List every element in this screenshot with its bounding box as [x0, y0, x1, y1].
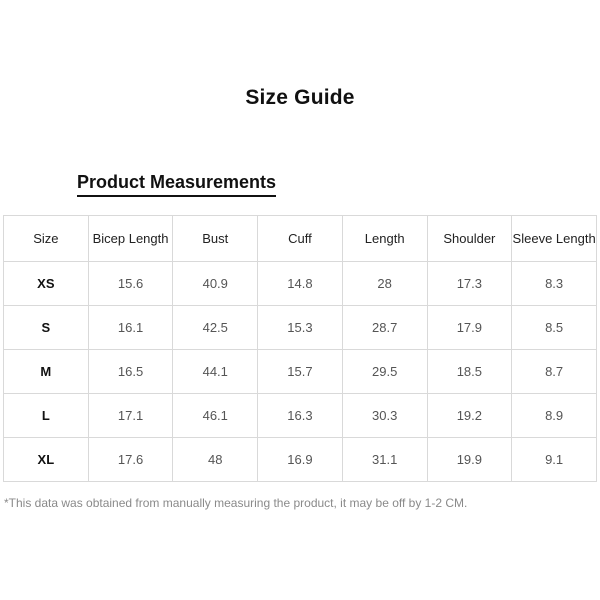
table-cell: 14.8 [258, 262, 343, 306]
table-row [4, 394, 597, 438]
table-cell: 17.1 [88, 394, 173, 438]
table-cell: 16.3 [258, 394, 343, 438]
table-row [4, 306, 597, 350]
column-header: Bicep Length [88, 216, 173, 262]
table-cell: 17.3 [427, 262, 512, 306]
footnote: *This data was obtained from manually measuring the product, it may be off by 1-2 CM. [4, 496, 468, 510]
size-cell: M [4, 350, 89, 394]
table-cell: 8.5 [512, 306, 597, 350]
size-table [3, 215, 597, 482]
table-cell: 9.1 [512, 438, 597, 482]
table-cell: 29.5 [342, 350, 427, 394]
table-cell: 8.9 [512, 394, 597, 438]
table-cell: 17.6 [88, 438, 173, 482]
column-header: Cuff [258, 216, 343, 262]
table-row [4, 262, 597, 306]
table-cell: 15.7 [258, 350, 343, 394]
table-row [4, 350, 597, 394]
column-header: Sleeve Length [512, 216, 597, 262]
size-cell: XS [4, 262, 89, 306]
table-cell: 42.5 [173, 306, 258, 350]
table-cell: 8.3 [512, 262, 597, 306]
table-cell: 28 [342, 262, 427, 306]
table-cell: 28.7 [342, 306, 427, 350]
table-cell: 19.2 [427, 394, 512, 438]
table-header-row [4, 216, 597, 262]
table-cell: 31.1 [342, 438, 427, 482]
table-cell: 16.9 [258, 438, 343, 482]
size-cell: L [4, 394, 89, 438]
table-cell: 46.1 [173, 394, 258, 438]
table-cell: 30.3 [342, 394, 427, 438]
column-header: Size [4, 216, 89, 262]
table-cell: 15.6 [88, 262, 173, 306]
table-cell: 40.9 [173, 262, 258, 306]
size-cell: XL [4, 438, 89, 482]
table-cell: 17.9 [427, 306, 512, 350]
table-cell: 18.5 [427, 350, 512, 394]
table-cell: 44.1 [173, 350, 258, 394]
column-header: Length [342, 216, 427, 262]
column-header: Bust [173, 216, 258, 262]
table-cell: 16.1 [88, 306, 173, 350]
table-cell: 8.7 [512, 350, 597, 394]
table-cell: 16.5 [88, 350, 173, 394]
size-cell: S [4, 306, 89, 350]
table-row [4, 438, 597, 482]
table-cell: 19.9 [427, 438, 512, 482]
table-cell: 48 [173, 438, 258, 482]
page-title: Size Guide [245, 86, 355, 109]
table-cell: 15.3 [258, 306, 343, 350]
section-title: Product Measurements [77, 171, 276, 197]
column-header: Shoulder [427, 216, 512, 262]
